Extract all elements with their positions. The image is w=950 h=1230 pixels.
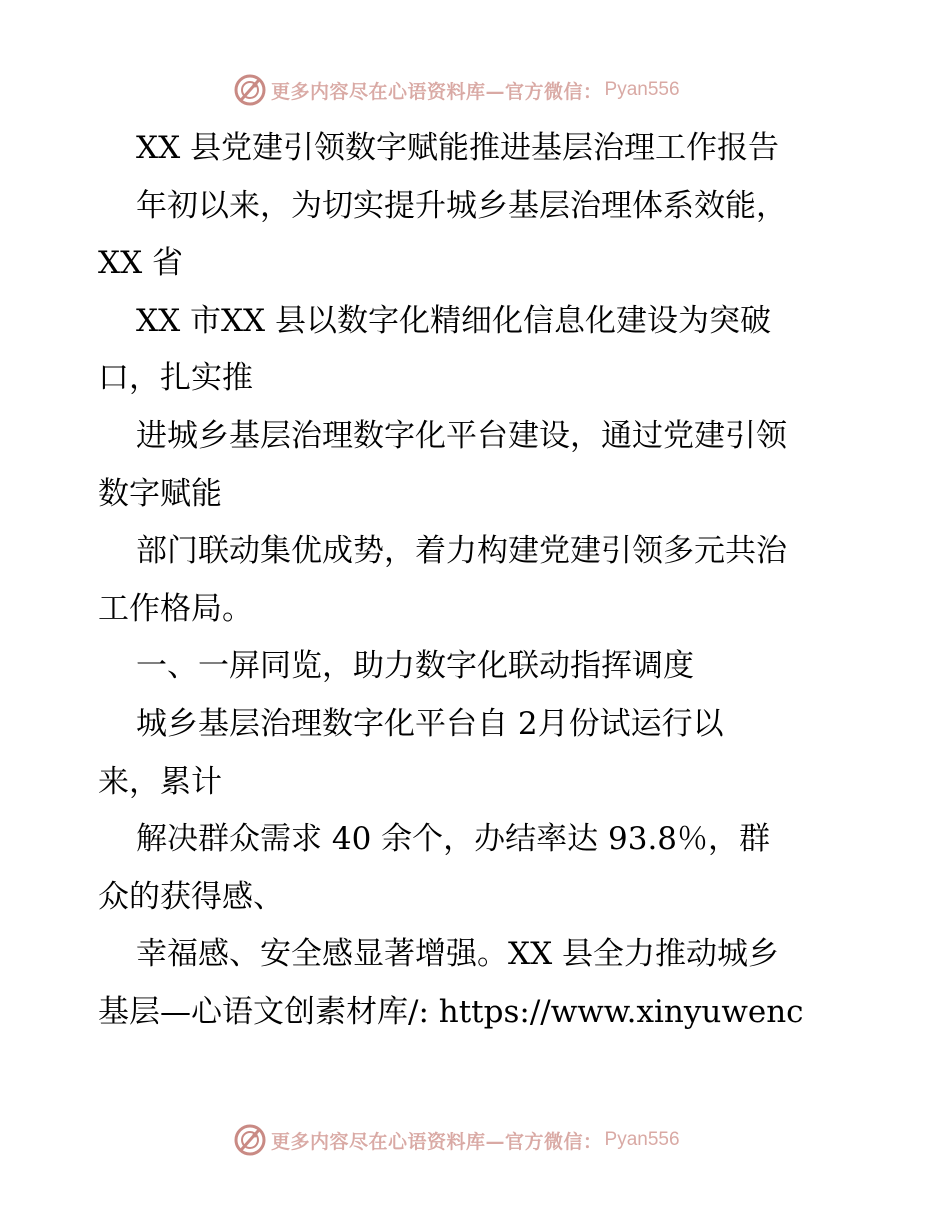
paragraph-line: XX 市XX 县以数字化精细化信息化建设为突破 [136,302,771,339]
paragraph-line: 年初以来，为切实提升城乡基层治理体系效能， [136,187,787,224]
watermark-wechat-id: Pyan556 [604,1129,680,1150]
watermark-text: 更多内容尽在心语资料库—官方微信： [271,80,603,103]
header-watermark [233,73,713,107]
seal-logo-icon [233,73,267,107]
paragraph-line: 工作格局。 [98,590,253,627]
paragraph-line: 解决群众需求 40 余个，办结率达 93.8％，群 [136,821,771,858]
watermark-text: 更多内容尽在心语资料库—官方微信： [271,1130,603,1153]
paragraph-line: 部门联动集优成势，着力构建党建引领多元共治 [136,533,787,570]
paragraph-line: 基层—心语文创素材库/: https://www.xinyuwenc [98,993,804,1030]
paragraph-line: 城乡基层治理数字化平台自 2月份试运行以 [136,705,724,742]
paragraph-line: 幸福感、安全感显著增强。XX 县全力推动城乡 [136,936,779,973]
watermark-wechat-id: Pyan556 [604,79,680,100]
document-body [98,120,858,1042]
seal-logo-icon [233,1123,267,1157]
section-heading: 一、一屏同览，助力数字化联动指挥调度 [136,648,694,685]
paragraph-line: 口，扎实推 [98,360,253,397]
document-title: XX 县党建引领数字赋能推进基层治理工作报告 [136,130,779,166]
paragraph-line: 众的获得感、 [98,878,284,915]
paragraph-line: 来，累计 [98,763,222,800]
paragraph-line: 数字赋能 [98,475,222,512]
paragraph-line: XX 省 [98,245,183,282]
paragraph-line: 进城乡基层治理数字化平台建设，通过党建引领 [136,417,787,454]
footer-watermark [233,1123,713,1157]
